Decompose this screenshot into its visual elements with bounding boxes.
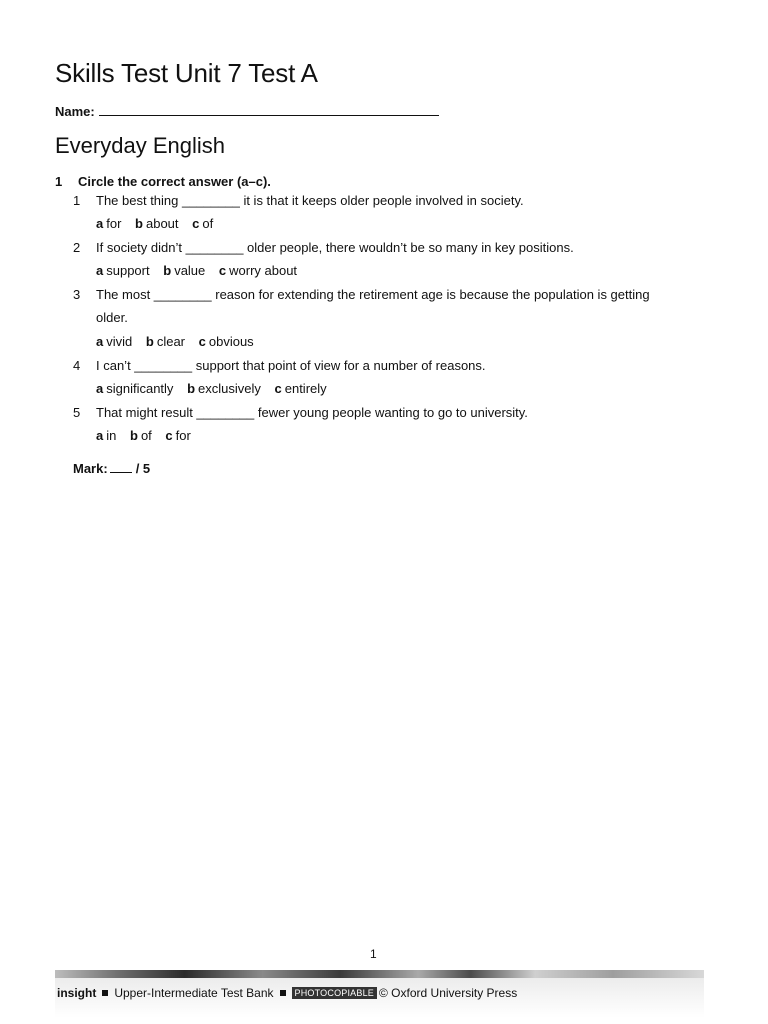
- question-text: I can’t ________ support that point of view for a number of reasons.: [96, 358, 486, 373]
- question: [73, 401, 713, 424]
- question-number: 4: [73, 358, 81, 373]
- page-title: Skills Test Unit 7 Test A: [55, 58, 318, 88]
- question: [73, 189, 713, 212]
- task-text: Circle the correct answer (a–c).: [78, 174, 271, 189]
- option-b[interactable]: b exclusively: [187, 381, 261, 396]
- section-title: Everyday English: [55, 133, 225, 158]
- answer-options: [96, 216, 223, 231]
- option-a[interactable]: a support: [96, 263, 150, 278]
- answer-options: [96, 428, 201, 443]
- task-number: 1: [55, 174, 63, 189]
- option-c[interactable]: c of: [192, 216, 214, 231]
- question-text: The most ________ reason for extending the retirement age is because the population is getting: [96, 287, 650, 302]
- brand-logo: insight: [57, 986, 97, 1000]
- option-a[interactable]: a vivid: [96, 334, 133, 349]
- task-instruction: [55, 174, 271, 189]
- question-text: The best thing ________ it is that it keeps older people involved in society.: [96, 193, 524, 208]
- option-b[interactable]: b clear: [145, 334, 186, 349]
- name-row: [55, 103, 439, 119]
- question-text: That might result ________ fewer young people wanting to go to university.: [96, 405, 528, 420]
- question-number: 3: [73, 287, 81, 302]
- name-blank-line: [99, 103, 439, 116]
- question-number: 2: [73, 240, 81, 255]
- mark-row: [73, 461, 150, 476]
- option-a[interactable]: a for: [96, 216, 122, 231]
- answer-options: [96, 334, 264, 349]
- answer-options: [96, 263, 307, 278]
- answer-options: [96, 381, 337, 396]
- name-label: Name:: [55, 104, 95, 119]
- option-b[interactable]: b of: [129, 428, 152, 443]
- question: [73, 236, 713, 259]
- mark-blank[interactable]: [110, 461, 132, 473]
- option-c[interactable]: c for: [165, 428, 191, 443]
- publisher: © Oxford University Press: [379, 986, 518, 1000]
- square-bullet-icon: [280, 990, 286, 996]
- photocopiable-badge: PHOTOCOPIABLE: [292, 987, 377, 999]
- page-number: 1: [370, 947, 377, 961]
- square-bullet-icon: [102, 990, 108, 996]
- option-a[interactable]: a in: [96, 428, 117, 443]
- option-b[interactable]: b value: [163, 263, 206, 278]
- option-c[interactable]: c worry about: [218, 263, 298, 278]
- option-c[interactable]: c entirely: [274, 381, 327, 396]
- question-text: If society didn’t ________ older people, there wouldn’t be so many in key positions.: [96, 240, 574, 255]
- mark-label: Mark:: [73, 461, 108, 476]
- question-number: 1: [73, 193, 81, 208]
- mark-total: / 5: [135, 461, 151, 476]
- option-b[interactable]: b about: [135, 216, 179, 231]
- book-title: Upper-Intermediate Test Bank: [114, 986, 274, 1000]
- question-number: 5: [73, 405, 81, 420]
- question: [73, 283, 713, 329]
- footer-image-band: [55, 970, 704, 978]
- option-a[interactable]: a significantly: [96, 381, 174, 396]
- question-continuation: older.: [96, 310, 128, 325]
- question: [73, 354, 713, 377]
- option-c[interactable]: c obvious: [198, 334, 254, 349]
- footer: [57, 986, 517, 1000]
